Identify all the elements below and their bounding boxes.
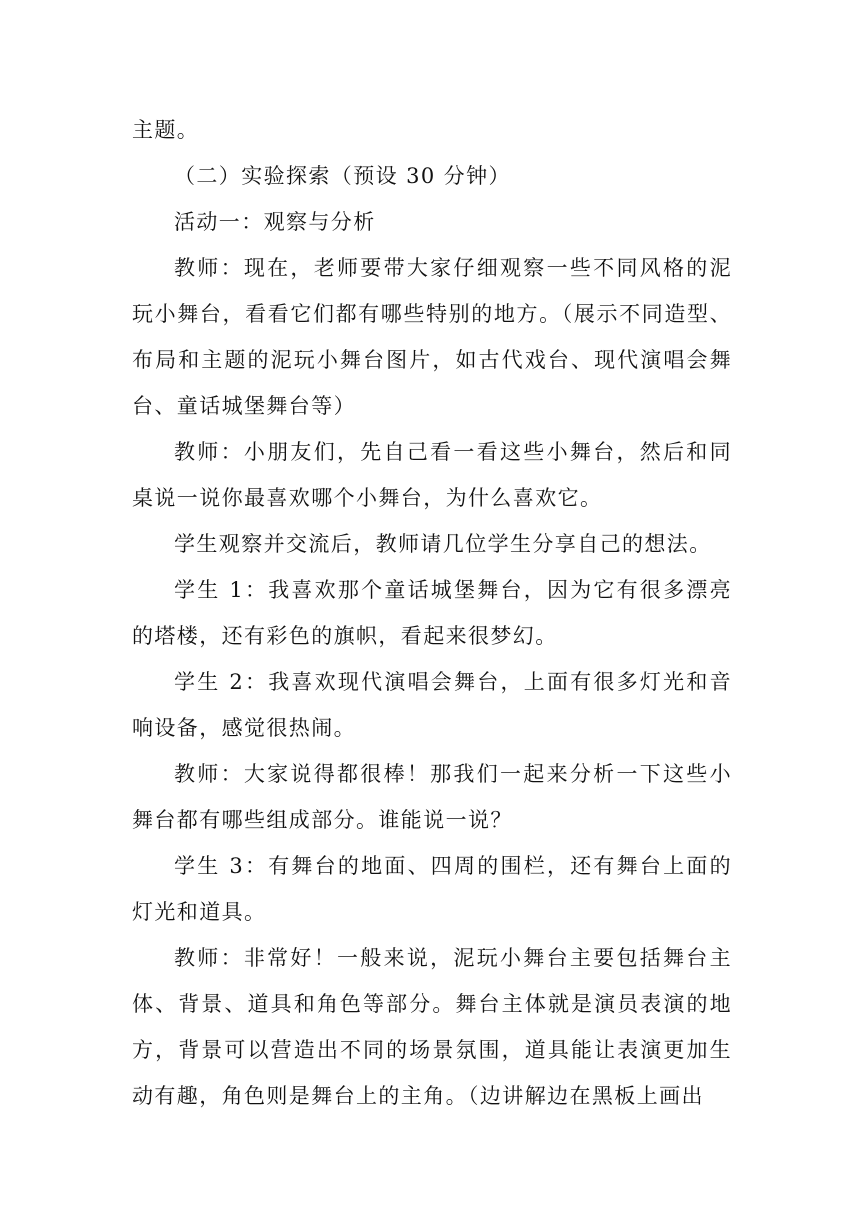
- paragraph-continuation: 主题。: [132, 118, 200, 142]
- teacher-paragraph: 教师：非常好！一般来说，泥玩小舞台主要包括舞台主体、背景、道具和角色等部分。舞台主体就是演员表演的地方，背景可以营造出不同的场景氛围，道具能让表演更加生动有趣，角色则是舞台上的主角。（边讲解边在黑板上画出: [132, 946, 732, 1108]
- narration-paragraph: 学生观察并交流后，教师请几位学生分享自己的想法。: [174, 532, 712, 556]
- section-heading: （二）实验探索（预设 30 分钟）: [174, 164, 511, 188]
- student-paragraph: 学生 2：我喜欢现代演唱会舞台，上面有很多灯光和音响设备，感觉很热闹。: [132, 670, 732, 740]
- teacher-paragraph: 教师：小朋友们，先自己看一看这些小舞台，然后和同桌说一说你最喜欢哪个小舞台，为什么喜欢它。: [132, 440, 732, 510]
- activity-heading: 活动一：观察与分析: [174, 210, 376, 234]
- teacher-paragraph: 教师：大家说得都很棒！那我们一起来分析一下这些小舞台都有哪些组成部分。谁能说一说？: [132, 762, 732, 832]
- student-paragraph: 学生 1：我喜欢那个童话城堡舞台，因为它有很多漂亮的塔楼，还有彩色的旗帜，看起来很梦幻。: [132, 578, 732, 648]
- document-body: [132, 107, 732, 1119]
- teacher-paragraph: 教师：现在，老师要带大家仔细观察一些不同风格的泥玩小舞台，看看它们都有哪些特别的地方。（展示不同造型、布局和主题的泥玩小舞台图片，如古代戏台、现代演唱会舞台、童话城堡舞台等）: [132, 256, 732, 418]
- student-paragraph: 学生 3：有舞台的地面、四周的围栏，还有舞台上面的灯光和道具。: [132, 854, 732, 924]
